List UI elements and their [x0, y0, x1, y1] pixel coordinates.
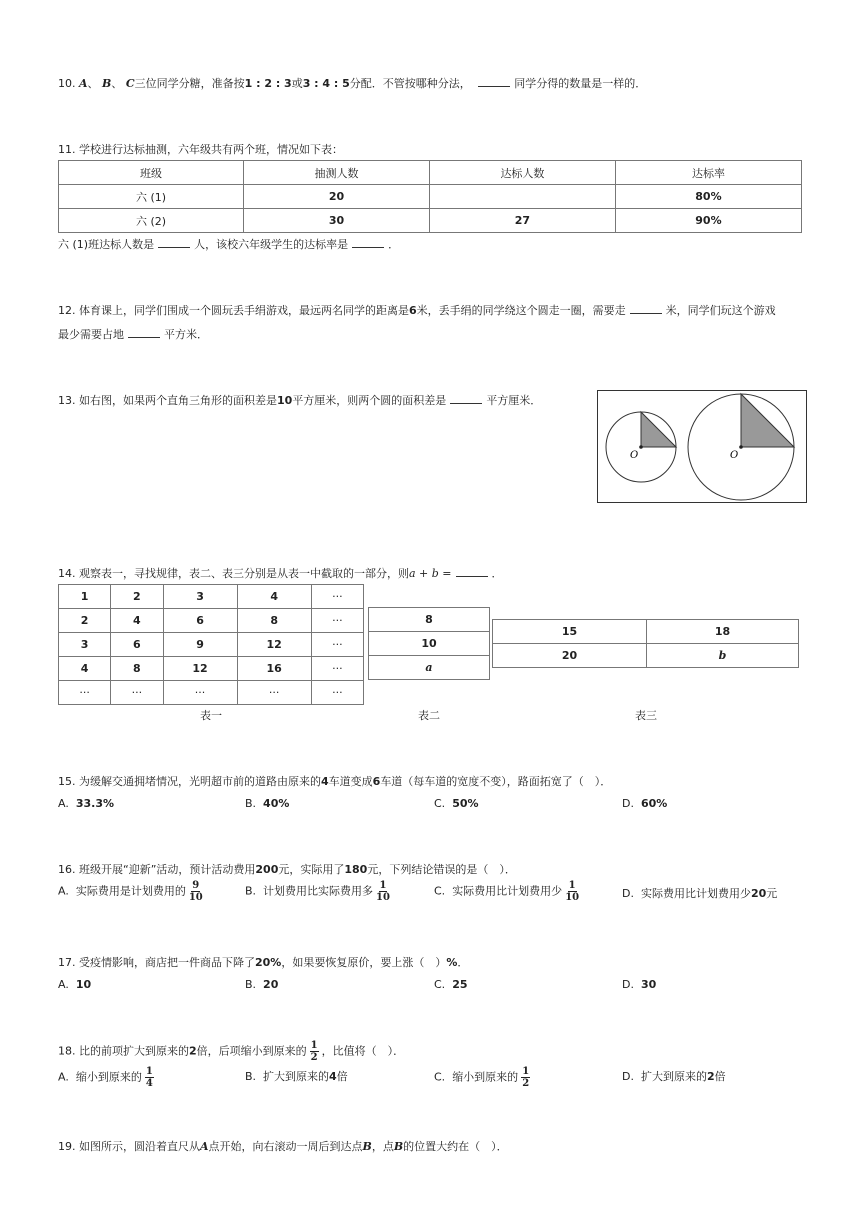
answer-blank[interactable]: [630, 302, 662, 314]
table-row: 15 18: [493, 620, 799, 644]
caption-table-three: 表三: [635, 709, 657, 722]
option-b[interactable]: B. 40%: [245, 797, 290, 810]
small-center-label: O: [630, 450, 639, 461]
table-header: 达标率: [615, 161, 801, 185]
question-11-blanks: 六 (1)班达标人数是 人，该校六年级学生的达标率是 ．: [58, 238, 400, 251]
option-a[interactable]: A. 33.3%: [58, 797, 114, 810]
fraction: $\frac{9}{10}$: [188, 880, 203, 903]
question-15: 15. 为缓解交通拥堵情况，光明超市前的道路由原来的4车道变成6车道（每车道的宽度不变），路面拓宽了（ ）．: [58, 775, 612, 788]
table-header: 达标人数: [429, 161, 615, 185]
fraction: $\frac{1}{10}$: [376, 880, 390, 903]
question-19: 19. 如图所示，圆沿着直尺从A点开始，向右滚动一周后到达点B，点B的位置大约在（ ）．: [58, 1140, 508, 1153]
option-a[interactable]: A. 缩小到原来的 $\frac{1}{4}$: [58, 1066, 153, 1089]
option-b[interactable]: B. 20: [245, 978, 279, 991]
option-c[interactable]: C. 实际费用比计划费用少 $\frac{1}{10}$: [434, 880, 580, 903]
option-b[interactable]: B. 计划费用比实际费用多 $\frac{1}{10}$: [245, 880, 390, 903]
table-header: 抽测人数: [243, 161, 429, 185]
question-14: 14. 观察表一，寻找规律，表二、表三分别是从表一中截取的一部分，则a + b = ．: [58, 567, 503, 580]
table-row: 4 8 12 16 ···: [59, 657, 364, 681]
option-d[interactable]: D. 60%: [622, 797, 668, 810]
large-center-dot: [739, 445, 743, 449]
table-row: 10: [369, 632, 490, 656]
name-c: C: [125, 77, 135, 90]
name-a: A: [79, 77, 88, 90]
table-row: 3 6 9 12 ···: [59, 633, 364, 657]
table-two: [368, 607, 490, 680]
option-d[interactable]: D. 扩大到原来的2倍: [622, 1070, 726, 1083]
q11-table: [58, 160, 802, 233]
large-center-label: O: [730, 450, 739, 461]
table-row: 8: [369, 608, 490, 632]
option-c[interactable]: C. 50%: [434, 797, 479, 810]
question-13: 13. 如右图，如果两个直角三角形的面积差是10平方厘米，则两个圆的面积差是 平方厘米．: [58, 394, 542, 407]
table-row: a: [369, 656, 490, 680]
answer-blank[interactable]: [450, 392, 482, 404]
option-b[interactable]: B. 扩大到原来的4倍: [245, 1070, 348, 1083]
table-three: [492, 619, 799, 668]
table-one: [58, 584, 364, 705]
option-d[interactable]: D. 30: [622, 978, 657, 991]
answer-blank[interactable]: [456, 565, 488, 577]
table-row: 六 (1) 20 80%: [59, 185, 802, 209]
table-row: 2 4 6 8 ···: [59, 609, 364, 633]
circles-figure: [597, 390, 807, 503]
table-header-row: [59, 161, 802, 185]
option-c[interactable]: C. 缩小到原来的 $\frac{1}{2}$: [434, 1066, 530, 1089]
question-17: 17. 受疫情影响，商店把一件商品下降了20%，如果要恢复原价，要上涨（ ）%．: [58, 956, 469, 969]
option-d[interactable]: D. 实际费用比计划费用少20元: [622, 887, 778, 900]
question-11-stem: 11. 学校进行达标抽测，六年级共有两个班，情况如下表：: [58, 143, 343, 156]
question-16: 16. 班级开展“迎新”活动，预计活动费用200元，实际用了180元，下列结论错误的是（ ）．: [58, 863, 516, 876]
name-b: B: [102, 77, 112, 90]
question-18: 18. 比的前项扩大到原来的2倍，后项缩小到原来的 $\frac{1}{2}$ ，比值将（ ）．: [58, 1040, 405, 1063]
table-row: 20 b: [493, 644, 799, 668]
table-header: 班级: [59, 161, 244, 185]
caption-table-one: 表一: [200, 709, 222, 722]
caption-table-two: 表二: [418, 709, 440, 722]
answer-blank[interactable]: [478, 75, 510, 87]
answer-blank[interactable]: [158, 236, 190, 248]
question-10: 10. A、 B、 C三位同学分糖，准备按1 : 2 : 3或3 : 4 : 5分配．不管按哪种分法， 同学分得的数量是一样的．: [58, 77, 647, 90]
answer-blank[interactable]: [352, 236, 384, 248]
option-c[interactable]: C. 25: [434, 978, 468, 991]
table-row: 1 2 3 4 ···: [59, 585, 364, 609]
table-row: 六 (2) 30 27 90%: [59, 209, 802, 233]
question-12-line1: 12. 体育课上，同学们围成一个圆玩丢手绢游戏，最远两名同学的距离是6米，丢手绢的同学绕这个圆走一圈，需要走 米，同学们玩这个游戏: [58, 304, 776, 317]
question-12-line2: 最少需要占地 平方米．: [58, 328, 208, 341]
fraction: $\frac{1}{2}$: [310, 1040, 318, 1063]
table-row: ··· ··· ··· ··· ···: [59, 681, 364, 705]
fraction: $\frac{1}{10}$: [565, 880, 580, 903]
fraction: $\frac{1}{4}$: [145, 1066, 153, 1089]
option-a[interactable]: A. 10: [58, 978, 92, 991]
fraction: $\frac{1}{2}$: [522, 1066, 530, 1089]
option-a[interactable]: A. 实际费用是计划费用的 $\frac{9}{10}$: [58, 880, 203, 903]
small-center-dot: [639, 445, 643, 449]
answer-blank[interactable]: [128, 326, 160, 338]
